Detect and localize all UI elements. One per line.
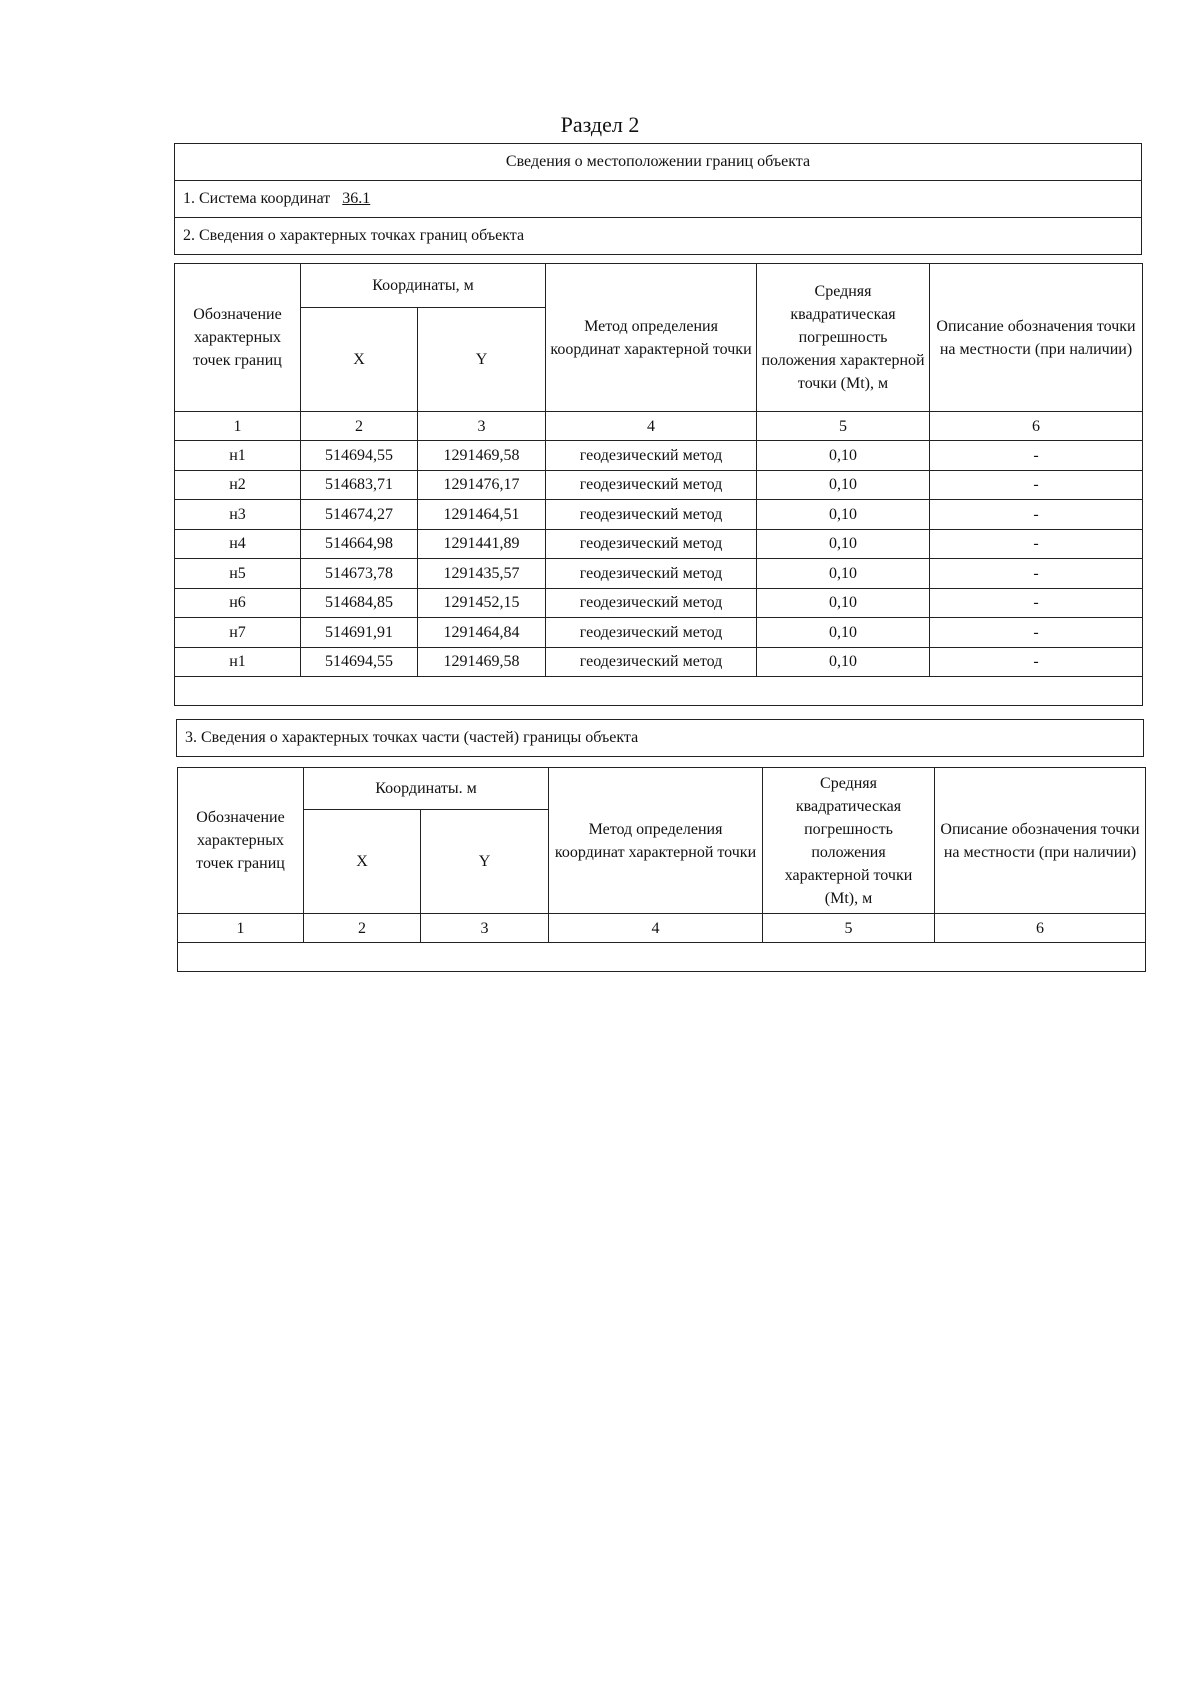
col-header-x: X: [301, 308, 418, 412]
cell-method: геодезический метод: [546, 500, 757, 530]
col-header-point: Обозначение характерных точек границ: [178, 768, 304, 914]
coord-system-row: [175, 181, 1142, 218]
cell-x: 514674,27: [301, 500, 418, 530]
page-title: Раздел 2: [560, 112, 640, 137]
cell-description: -: [930, 441, 1143, 471]
cell-method: геодезический метод: [546, 559, 757, 589]
cell-x: 514694,55: [301, 441, 418, 471]
cell-description: -: [930, 500, 1143, 530]
cell-method: геодезический метод: [546, 529, 757, 559]
cell-x: 514683,71: [301, 470, 418, 500]
column-number: 4: [546, 412, 757, 441]
section-3-box: [176, 719, 1144, 757]
cell-x: 514691,91: [301, 618, 418, 648]
cell-x: 514673,78: [301, 559, 418, 589]
column-number: 3: [418, 412, 546, 441]
column-number-row: [175, 412, 1143, 441]
cell-point: н4: [175, 529, 301, 559]
table-row: [175, 441, 1143, 471]
cell-y: 1291476,17: [418, 470, 546, 500]
cell-point: н6: [175, 588, 301, 618]
cell-y: 1291435,57: [418, 559, 546, 589]
col-header-description: Описание обозначения точки на местности (при наличии): [930, 264, 1143, 412]
cell-error: 0,10: [757, 500, 930, 530]
main-header: Сведения о местоположении границ объекта: [175, 144, 1142, 181]
table-row: [175, 618, 1143, 648]
cell-y: 1291464,84: [418, 618, 546, 648]
cell-x: 514664,98: [301, 529, 418, 559]
cell-point: н1: [175, 647, 301, 677]
col-header-method: Метод определения координат характерной точки: [546, 264, 757, 412]
column-number: 1: [178, 914, 304, 943]
cell-error: 0,10: [757, 529, 930, 559]
cell-error: 0,10: [757, 647, 930, 677]
table-row: [175, 500, 1143, 530]
col-header-error: Средняя квадратическая погрешность положения характерной точки (Mt), м: [763, 768, 935, 914]
col-header-point: Обозначение характерных точек границ: [175, 264, 301, 412]
table-row: [175, 559, 1143, 589]
section-3-heading: 3. Сведения о характерных точках части (частей) границы объекта: [177, 720, 1144, 757]
col-header-x: X: [304, 810, 421, 914]
empty-row: [178, 943, 1146, 972]
cell-error: 0,10: [757, 588, 930, 618]
cell-description: -: [930, 559, 1143, 589]
cell-error: 0,10: [757, 559, 930, 589]
column-number: 4: [549, 914, 763, 943]
col-header-y: Y: [421, 810, 549, 914]
col-header-coords: Координаты, м: [301, 264, 546, 308]
cell-description: -: [930, 588, 1143, 618]
cell-method: геодезический метод: [546, 588, 757, 618]
cell-y: 1291452,15: [418, 588, 546, 618]
cell-description: -: [930, 618, 1143, 648]
cell-point: н1: [175, 441, 301, 471]
coord-system-value: 36.1: [342, 190, 371, 207]
cell-point: н3: [175, 500, 301, 530]
cell-method: геодезический метод: [546, 618, 757, 648]
info-box: [174, 143, 1142, 255]
table-row: [175, 529, 1143, 559]
section-2-heading: 2. Сведения о характерных точках границ объекта: [175, 218, 1142, 255]
coord-system-label: 1. Система координат: [183, 190, 331, 207]
cell-x: 514684,85: [301, 588, 418, 618]
table-row: [175, 647, 1143, 677]
cell-point: н5: [175, 559, 301, 589]
cell-y: 1291464,51: [418, 500, 546, 530]
cell-error: 0,10: [757, 441, 930, 471]
column-number: 5: [757, 412, 930, 441]
col-header-coords: Координаты. м: [304, 768, 549, 810]
cell-description: -: [930, 529, 1143, 559]
cell-y: 1291441,89: [418, 529, 546, 559]
cell-y: 1291469,58: [418, 441, 546, 471]
column-number: 5: [763, 914, 935, 943]
cell-x: 514694,55: [301, 647, 418, 677]
column-number: 6: [935, 914, 1146, 943]
column-number: 2: [301, 412, 418, 441]
col-header-error: Средняя квадратическая погрешность положения характерной точки (Mt), м: [757, 264, 930, 412]
column-number: 1: [175, 412, 301, 441]
cell-method: геодезический метод: [546, 647, 757, 677]
cell-error: 0,10: [757, 470, 930, 500]
col-header-y: Y: [418, 308, 546, 412]
cell-error: 0,10: [757, 618, 930, 648]
cell-point: н7: [175, 618, 301, 648]
boundary-points-table: [174, 263, 1143, 706]
cell-point: н2: [175, 470, 301, 500]
column-number: 6: [930, 412, 1143, 441]
cell-method: геодезический метод: [546, 441, 757, 471]
column-number: 3: [421, 914, 549, 943]
column-number-row: [178, 914, 1146, 943]
column-number: 2: [304, 914, 421, 943]
cell-y: 1291469,58: [418, 647, 546, 677]
table-row: [175, 470, 1143, 500]
cell-description: -: [930, 470, 1143, 500]
cell-method: геодезический метод: [546, 470, 757, 500]
col-header-description: Описание обозначения точки на местности (при наличии): [935, 768, 1146, 914]
cell-description: -: [930, 647, 1143, 677]
empty-row: [175, 677, 1143, 706]
table-row: [175, 588, 1143, 618]
part-points-table: [177, 767, 1146, 972]
col-header-method: Метод определения координат характерной точки: [549, 768, 763, 914]
